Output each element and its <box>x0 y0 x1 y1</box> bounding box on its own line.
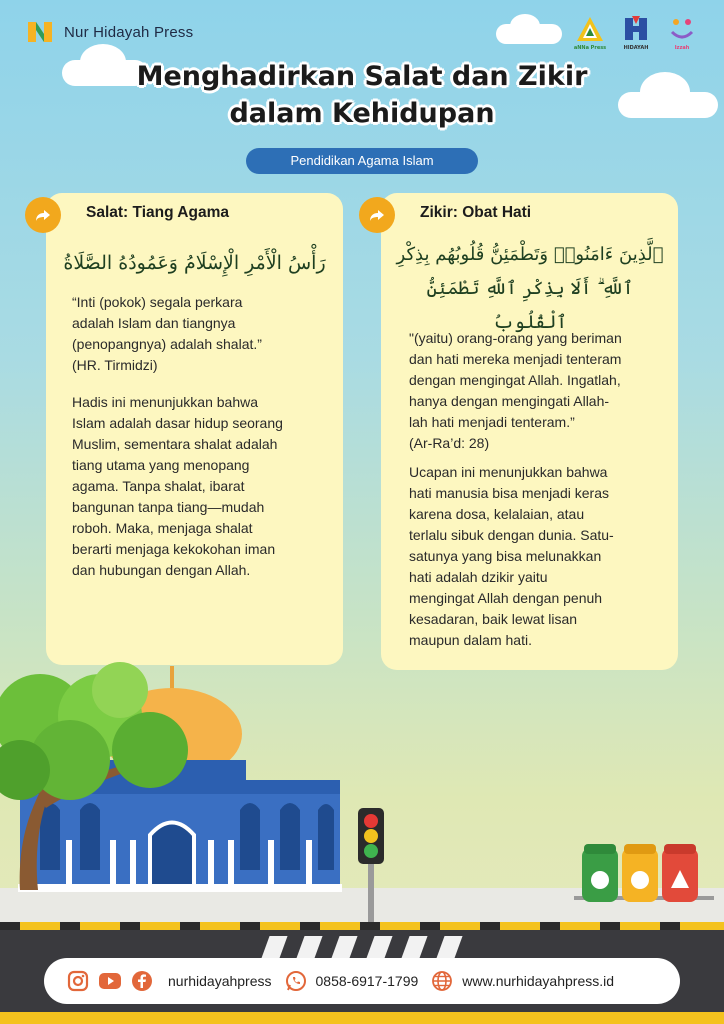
bottom-curb <box>0 1012 724 1024</box>
text-line: tiang utama yang menopang <box>72 457 250 473</box>
text-line: dengan mengingat Allah. Ingatlah, <box>409 372 621 388</box>
partner-hidayah <box>618 14 654 51</box>
globe-icon[interactable] <box>430 969 454 993</box>
title-line: Menghadirkan Salat dan Zikir <box>136 61 588 92</box>
recycle-bins <box>574 844 714 902</box>
page-title <box>0 58 724 132</box>
text-line: maupun dalam hati. <box>409 632 532 648</box>
text-line: berarti menjaga kekokohan iman <box>72 541 276 557</box>
text-line: lah hati menjadi tenteram.” <box>409 414 575 430</box>
text-line: Muslim, sementara shalat adalah <box>72 436 278 452</box>
partner-izzah <box>664 14 700 51</box>
text-line: terlalu sibuk dengan dunia. Satu- <box>409 527 614 543</box>
social-handle[interactable]: nurhidayahpress <box>168 973 272 989</box>
website-link[interactable]: www.nurhidayahpress.id <box>462 973 615 989</box>
footer-contact-bar <box>44 958 680 1004</box>
facebook-icon[interactable] <box>130 969 154 993</box>
mosque-door <box>150 823 194 889</box>
instagram-icon[interactable] <box>66 969 90 993</box>
arabic-line: ٱلَّذِينَ ءَامَنُوا۟ وَتَطْمَئِنُّ قُلُوبُهُم بِذِكْرِ <box>396 244 664 265</box>
text-line: (penopangnya) adalah shalat.” <box>72 336 262 352</box>
text-line: (Ar-Ra’d: 28) <box>409 435 490 451</box>
nh-logo-icon <box>26 18 54 46</box>
brand-name: Nur Hidayah Press <box>64 23 194 41</box>
text-line: hanya dengan mengingati Allah- <box>409 393 610 409</box>
arabic-line: ٱللَّهِ ۗ أَلَا بِذِكْرِ ٱللَّهِ تَطْمَئِنُّ ٱلْقُلُوبُ <box>426 278 634 333</box>
text-line: hati adalah dzikir yaitu <box>409 569 548 585</box>
cloud <box>510 14 540 38</box>
text-line: Islam adalah dasar hidup seorang <box>72 415 283 431</box>
brand <box>26 18 193 46</box>
phone-number[interactable]: 0858-6917-1799 <box>315 973 419 989</box>
text-line: kesadaran, baik lewat lisan <box>409 611 578 627</box>
izzah-logo <box>667 14 697 44</box>
text-line: mengingat Allah dengan penuh <box>409 590 603 606</box>
partner-label: Izzah <box>674 45 690 51</box>
hadith-explanation <box>72 392 334 581</box>
hidayah-logo <box>621 14 651 44</box>
text-line: “Inti (pokok) segala perkara <box>72 294 243 310</box>
card-heading: Salat: Tiang Agama <box>86 204 229 221</box>
verse-explanation <box>409 462 671 651</box>
share-arrow-icon <box>359 197 395 233</box>
text-line: "(yaitu) orang-orang yang beriman <box>409 330 622 346</box>
title-line: dalam Kehidupan <box>229 98 495 129</box>
text-line: dan hati mereka menjadi tenteram <box>409 351 622 367</box>
anna-press-logo <box>575 14 605 44</box>
partner-label: aNNa Press <box>573 45 607 51</box>
verse-translation <box>409 328 671 454</box>
text-line: roboh. Maka, menjaga shalat <box>72 520 253 536</box>
subject-badge: Pendidikan Agama Islam <box>246 148 478 174</box>
text-line: karena dosa, kelalaian, atau <box>409 506 585 522</box>
arabic-hadith: رَأْسُ الْأَمْرِ الْإِسْلَامُ وَعَمُودُهُ الصَّلَاةُ <box>63 252 326 274</box>
whatsapp-icon[interactable] <box>284 969 308 993</box>
text-line: bangunan tanpa tiang—mudah <box>72 499 265 515</box>
text-line: Hadis ini menunjukkan bahwa <box>72 394 258 410</box>
partner-label: HIDAYAH <box>623 45 649 51</box>
text-line: Ucapan ini menunjukkan bahwa <box>409 464 608 480</box>
share-arrow-icon <box>25 197 61 233</box>
text-line: satunya yang bisa melunakkan <box>409 548 602 564</box>
card-heading: Zikir: Obat Hati <box>420 204 532 221</box>
text-line: dan hubungan dengan Allah. <box>72 562 251 578</box>
partner-logos <box>572 14 700 51</box>
text-line: hati manusia bisa menjadi keras <box>409 485 609 501</box>
text-line: agama. Tanpa shalat, ibarat <box>72 478 245 494</box>
text-line: (HR. Tirmidzi) <box>72 357 158 373</box>
youtube-icon[interactable] <box>98 969 122 993</box>
partner-anna-press <box>572 14 608 51</box>
arabic-verse <box>392 238 668 340</box>
hadith-translation <box>72 292 334 376</box>
text-line: adalah Islam dan tiangnya <box>72 315 236 331</box>
